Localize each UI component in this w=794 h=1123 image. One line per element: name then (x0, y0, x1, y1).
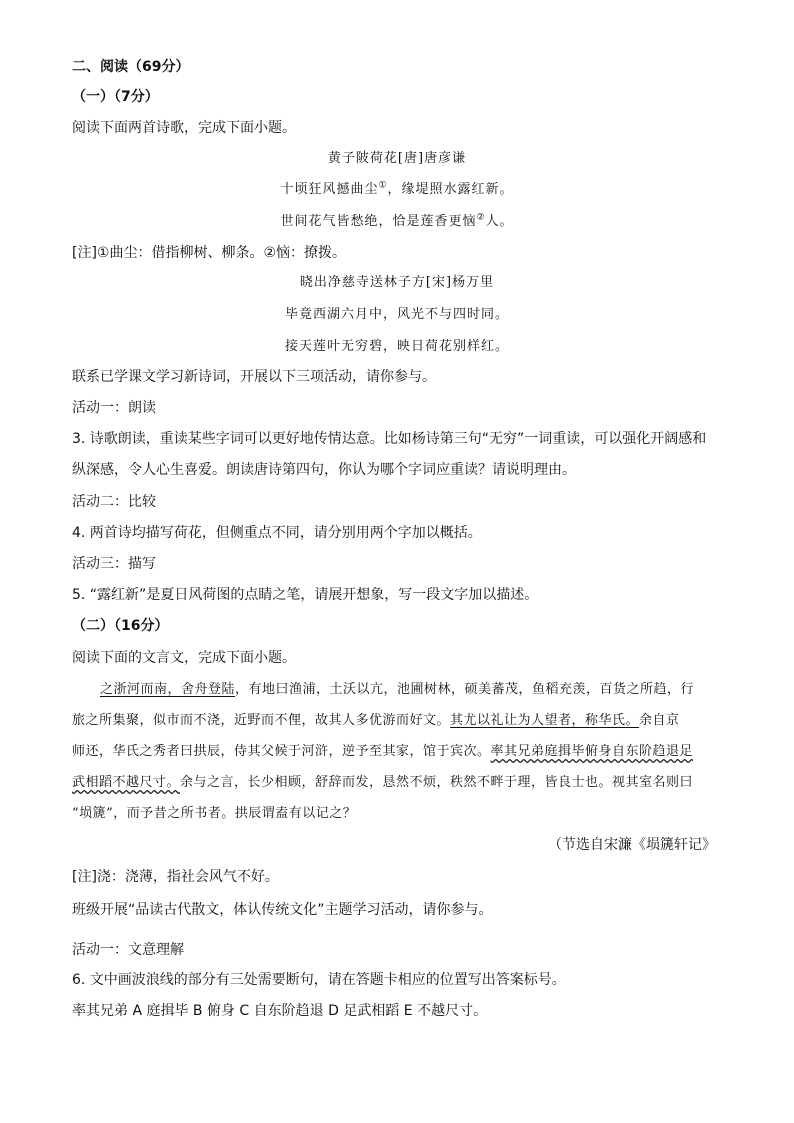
part2-instruction: 阅读下面的文言文，完成下面小题。 (72, 650, 296, 666)
classical-text-line1-rest: ，有地曰渔浦，土沃以亢，池圃树林，硕美蕃茂，鱼稻充羡，百货之所趋，行 (235, 682, 695, 697)
classical-text-line3-a: 师还，华氏之秀者曰拱辰，侍其父候于河浒，逆予至其家，馆于宾次。 (72, 744, 491, 759)
classical-text-line1 (100, 680, 694, 700)
poem1-line1-part-b: ，缘堤照水露红新。 (387, 182, 514, 197)
part1-heading: （一）（7分） (72, 89, 159, 105)
activities-lead: 联系已学课文学习新诗词，开展以下三项活动，请你参与。 (72, 369, 436, 385)
poem1-title: 黄子陂荷花[唐]唐彦谦 (327, 151, 467, 166)
wavy-underline-phrase-a: 率其兄弟庭揖毕俯身自东阶趋退足 (490, 744, 694, 759)
footnote-marker-1: ① (378, 180, 388, 191)
footnote-marker-2: ② (476, 212, 486, 223)
classical-text-line2-b: ，近野而不俚，故其人多优游而好文。 (220, 713, 451, 728)
question-3-line1: 3. 诗歌朗读，重读某些字词可以更好地传情达意。比如杨诗第三句“无穷”一词重读，可以强化开阔感和 (72, 431, 707, 447)
part2-heading: （二）（16分） (72, 618, 169, 634)
classical-text-line2 (72, 711, 680, 731)
activity1-label: 活动一：朗读 (72, 400, 156, 416)
theme-activity-lead: 班级开展“品读古代散文，体认传统文化”主题学习活动，请你参与。 (72, 902, 493, 918)
part2-activity1-label: 活动一：文意理解 (72, 942, 184, 958)
question-6-options: 率其兄弟 A 庭揖毕 B 俯身 C 自东阶趋退 D 足武相蹈 E 不越尺寸。 (72, 1003, 488, 1019)
classical-note: [注]浇：浇薄，指社会风气不好。 (72, 869, 279, 885)
underlined-phrase-2: 其尤以礼让为人望者，称华氏。 (450, 713, 640, 728)
poem-note: [注]①曲尘：借指柳树、柳条。②恼：撩拨。 (72, 245, 347, 261)
classical-text-line3 (72, 742, 693, 762)
question-3-line2: 纵深感，令人心生喜爱。朗读唐诗第四句，你认为哪个字词应重读？请说明理由。 (72, 462, 576, 478)
classical-text-line2-c: 余自京 (639, 713, 680, 728)
question-5: 5. “露红新”是夏日风荷图的点睛之笔，请展开想象，写一段文字加以描述。 (72, 587, 539, 603)
question-6: 6. 文中画波浪线的部分有三处需要断句，请在答题卡相应的位置写出答案标号。 (72, 972, 566, 988)
poem2-title: 晓出净慈寺送林子方[宋]杨万里 (299, 275, 495, 290)
classical-text-line5: “埙篪”，而予昔之所书者。拱辰谓盍有以记之？ (72, 806, 357, 821)
text-source: （节选自宋濂《埙篪轩记》 (548, 837, 716, 853)
poem2-line1: 毕竟西湖六月中，风光不与四时同。 (284, 307, 509, 322)
classical-text-line4-rest: 余与之言，长少相顾，舒辞而发，恳然不烦，秩然不畔于理，皆良士也。视其室名则曰 (180, 775, 694, 790)
question-4: 4. 两首诗均描写荷花，但侧重点不同，请分别用两个字加以概括。 (72, 525, 482, 541)
classical-text-line2-a: 旅之所集聚，似市而不浇 (72, 713, 221, 728)
poem1-line2-part-b: 人。 (485, 214, 514, 229)
poem1-line1 (0, 180, 794, 200)
poem2-line2: 接天莲叶无穷碧，映日荷花别样红。 (284, 339, 509, 354)
activity3-label: 活动三：描写 (72, 556, 156, 572)
poem1-line1-part-a: 十顷狂风撼曲尘 (280, 182, 379, 197)
poem1-line2 (0, 212, 794, 232)
section-title: 二、阅读（69分） (72, 59, 190, 75)
underlined-phrase-1: 之浙河而南，舍舟登陆 (100, 682, 236, 697)
classical-text-line4 (72, 773, 693, 793)
poem1-line2-part-a: 世间花气皆愁绝，恰是莲香更恼 (280, 214, 477, 229)
activity2-label: 活动二：比较 (72, 494, 156, 510)
wavy-underline-phrase-b: 武相蹈不越尺寸。 (72, 775, 181, 790)
part1-instruction: 阅读下面两首诗歌，完成下面小题。 (72, 120, 296, 136)
